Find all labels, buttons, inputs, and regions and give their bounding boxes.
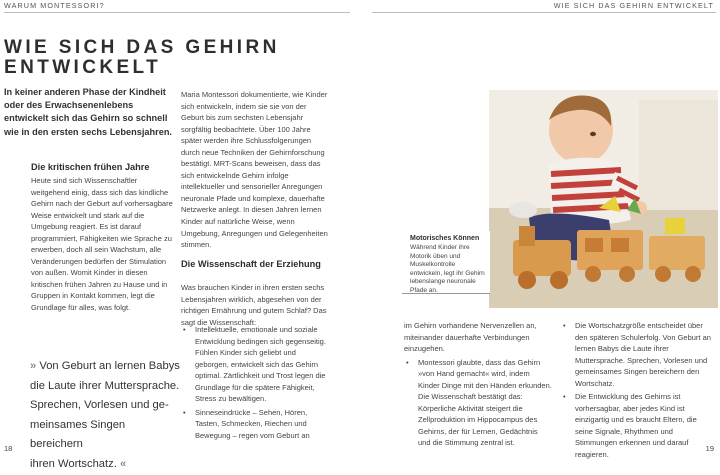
section-text-critical-years: Heute sind sich Wissenschaftler weitgehend einig, dass sich das kindliche Gehirn nach der Geburt auf vorhersagbare Weise entwickelt und stark auf die Umgebung reagiert. Es ist darauf programmiert, Fähigkeiten wie Sprache zu erwerben, doch all sein Wachstum, alle Veränderungen bedürfen der Stimulation von außen. Womit Kinder in diesen kritischen frühen Jahren zu Hause und in Gruppen in Kontakt kommen, legt die Grundlage für alles, was folgt. bbox=[31, 176, 173, 313]
header-rule-left bbox=[4, 12, 350, 13]
page-number-right: 19 bbox=[705, 444, 714, 453]
page-title-line1: WIE SICH DAS GEHIRN bbox=[4, 37, 280, 58]
list-item: im Gehirn vorhandene Nervenzellen an, miteinander dauerhafte Verbindungen einzugehen. bbox=[404, 321, 537, 354]
quote-close-mark: « bbox=[119, 457, 127, 470]
bullet-list-right-2 bbox=[561, 320, 711, 463]
quote-open-mark: » bbox=[30, 360, 37, 372]
running-head-left: WARUM MONTESSORI? bbox=[4, 1, 105, 10]
section-heading-science: Die Wissenschaft der Erziehung bbox=[181, 259, 321, 269]
page-title bbox=[4, 38, 344, 78]
quote-line: Sprechen, Vorlesen und ge- bbox=[30, 399, 169, 412]
bullet-list-right-1 bbox=[404, 320, 552, 451]
photo-caption bbox=[402, 231, 490, 294]
photo-child-with-toy-train bbox=[489, 90, 718, 308]
caption-text: Während Kinder ihre Motorik üben und Muskelkontrolle entwickeln, legt ihr Gehirn lebenslange neuronale Pfade an. bbox=[410, 244, 485, 294]
montessori-paragraph: Maria Montessori dokumentierte, wie Kinder sich entwickeln, indem sie sie von der Geburt bis zum sechsten Lebensjahr sorgfältig beobachtete. Über 100 Jahre später werden ihre Schlussfolgerungen durch neue Techniken der Gehirnforschung bestätigt. MRT-Scans beweisen, dass das sich entwickelnde Gehirn infolge intellektueller und sensorieller Anregungen neuronale Pfade und komplexe, dauerhafte Netzwerke anlegt. In diesen Jahren lernen Kinder auf natürliche Weise, wenn Umgebung, Anregungen und Gelegenheiten stimmen. bbox=[181, 90, 328, 250]
list-item: • Sinneseindrücke – Sehen, Hören, Tasten, Schmecken, Riechen und Bewegung – regen vom Geburt an bbox=[181, 407, 329, 442]
bullet-list-middle bbox=[181, 324, 329, 443]
quote-line: ihren Wortschatz. bbox=[30, 457, 117, 470]
photo-illustration bbox=[489, 90, 718, 308]
running-head-right: WIE SICH DAS GEHIRN ENTWICKELT bbox=[553, 1, 714, 10]
list-item: • Intellektuelle, emotionale und soziale Entwicklung bedingen sich gegenseitig. Fühlen Kinder sich geliebt und geborgen, entwickelt sich das Gehirn optimal. Zärtlichkeit und Trost legen die Grundlage für die spätere Fähigkeit, Stress zu bewältigen. bbox=[181, 324, 329, 405]
header-rule-right bbox=[372, 12, 716, 13]
section-text-science: Was brauchen Kinder in ihren ersten sechs Lebensjahren wirklich, abgesehen von der richtigen Ernährung und gutem Schlaf? Das sagt die Wissenschaft: bbox=[181, 283, 327, 327]
list-item: • Die Entwicklung des Gehirns ist vorhersagbar, aber jedes Kind ist einzigartig und es braucht Eltern, die seine Signale, Rhythmen und Stimmungen erkennen und darauf reagieren. bbox=[561, 391, 711, 460]
page-title-line2: ENTWICKELT bbox=[4, 57, 162, 78]
quote-line: die Laute ihrer Muttersprache. bbox=[30, 379, 180, 392]
quote-line: Von Geburt an lernen Babys bbox=[39, 360, 180, 372]
section-heading-critical-years: Die kritischen frühen Jahre bbox=[31, 162, 150, 172]
list-item: • Die Wortschatzgröße entscheidet über den späteren Schulerfolg. Von Geburt an lernen Babys die Laute ihrer Muttersprache. Sprechen, Vorlesen und gemeinsames Singen bereichern den Wortschatz. bbox=[561, 320, 711, 389]
lead-paragraph: In keiner anderen Phase der Kindheit oder des Erwachsenenlebens entwickelt sich das Gehirn so schnell wie in den ersten sechs Lebensjahren. bbox=[4, 87, 172, 137]
caption-title: Motorisches Können bbox=[410, 235, 480, 242]
page-number-left: 18 bbox=[4, 444, 13, 453]
quote-line: meinsames Singen bereichern bbox=[30, 418, 126, 451]
list-item: • Montessori glaubte, dass das Gehirn »von Hand gemacht« wird, indem Kinder Dinge mit den Händen erkunden. Die Wissenschaft bestätigt das: Körperliche Aktivität steigert die Zellproduktion im Hippocampus des Gehirns, der für Lernen, Gedächtnis und die Stimmung zentral ist. bbox=[404, 357, 552, 449]
